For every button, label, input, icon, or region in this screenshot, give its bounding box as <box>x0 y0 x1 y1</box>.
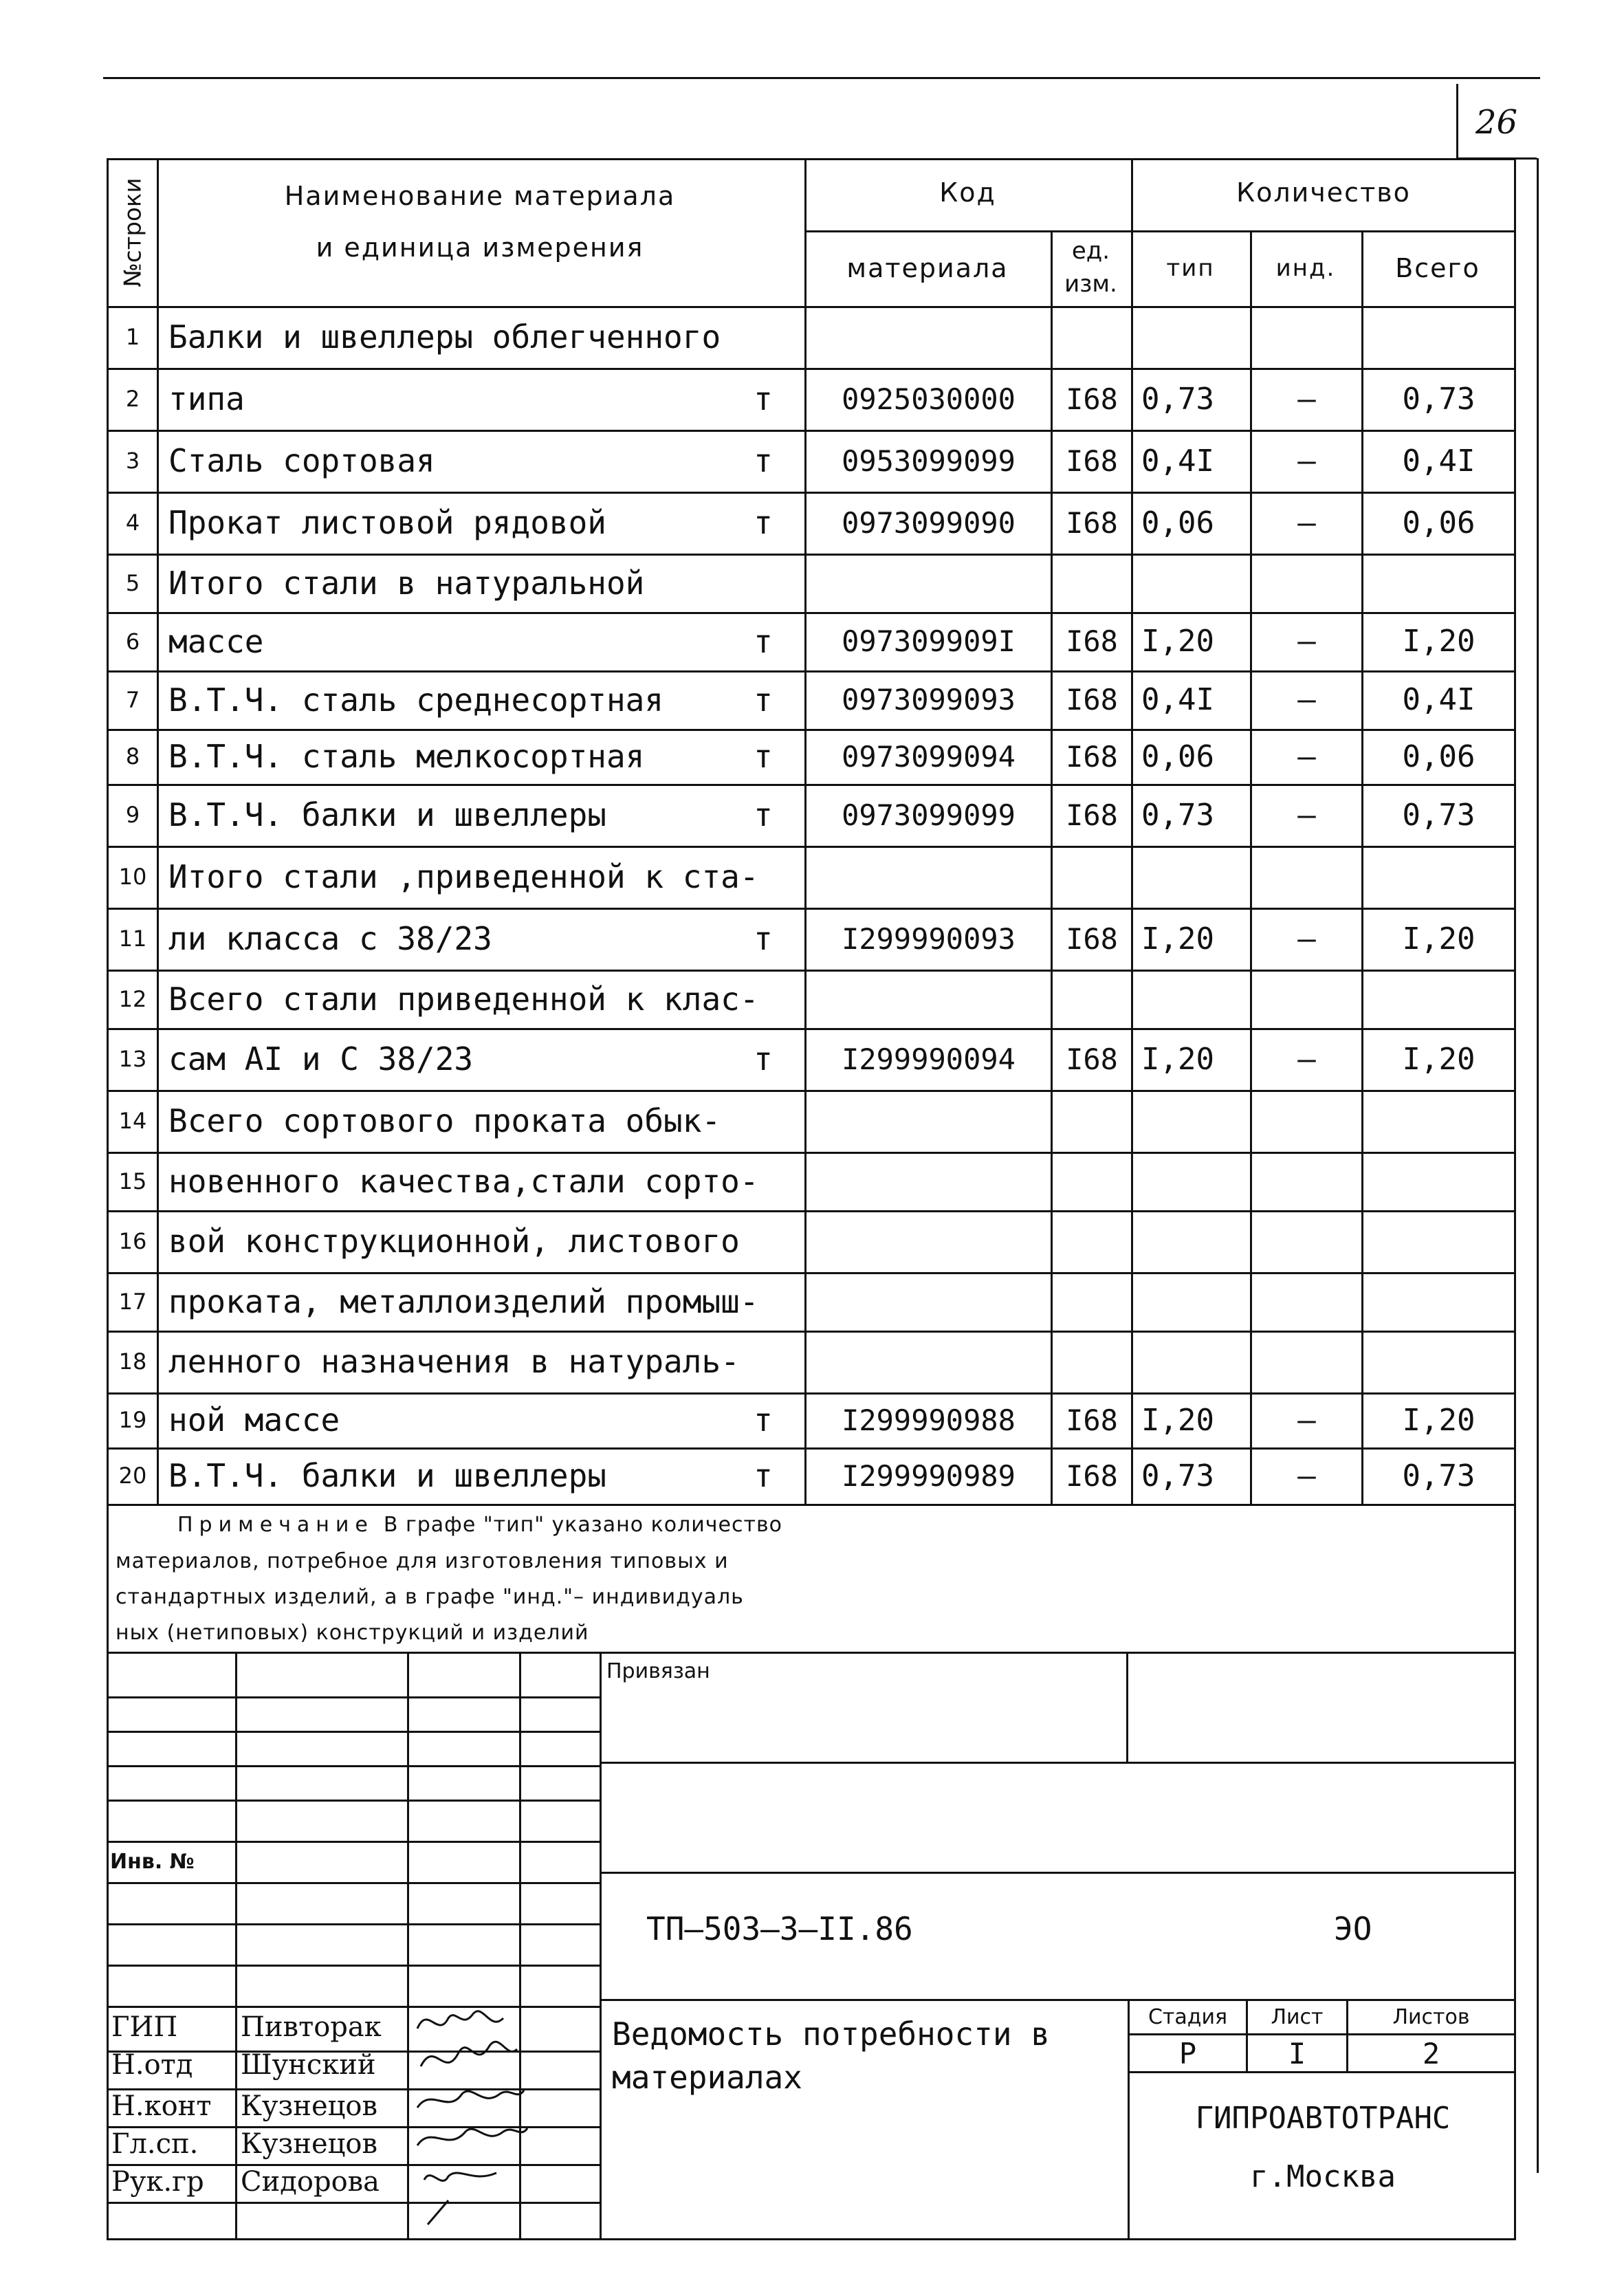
material-code: I299990989 <box>842 1458 1016 1493</box>
material-name: Всего сортового проката обык- <box>168 1102 721 1139</box>
qty-total: 0,4I <box>1402 682 1475 717</box>
unit: т <box>754 1040 773 1078</box>
material-name: проката, металлоизделий промыш- <box>168 1282 759 1320</box>
material-code: 0973099094 <box>842 739 1016 774</box>
material-code <box>806 1090 1051 1152</box>
name-header-line1: Наименование материала <box>284 181 676 211</box>
qty-total <box>1363 554 1514 612</box>
row-number: 10 <box>118 864 147 890</box>
unit-code: I68 <box>1066 739 1118 774</box>
unit-code <box>1053 554 1131 612</box>
unit-code: I68 <box>1066 1042 1118 1076</box>
row-number: 13 <box>118 1046 147 1072</box>
qty-ind-header: инд. <box>1275 254 1336 282</box>
qty-typ: I,20 <box>1141 624 1214 659</box>
material-code: 097309909I <box>842 624 1016 658</box>
qty-total <box>1363 1152 1514 1210</box>
signer-name: Шунский <box>241 2048 376 2081</box>
sheets-label: Листов <box>1392 2004 1470 2029</box>
qty-typ <box>1141 1272 1250 1331</box>
unit-code <box>1053 1090 1131 1152</box>
material-code <box>806 970 1051 1028</box>
material-code <box>806 1152 1051 1210</box>
unit <box>729 306 798 368</box>
material-name: ленного назначения в натураль- <box>168 1343 740 1380</box>
material-code: 0973099099 <box>842 798 1016 832</box>
inventory-number-label: Инв. № <box>110 1849 195 1874</box>
unit-code: I68 <box>1066 444 1118 478</box>
unit: т <box>754 738 773 775</box>
qty-typ <box>1141 970 1250 1028</box>
unit: т <box>754 380 773 417</box>
qty-typ <box>1141 306 1250 368</box>
stage-label: Стадия <box>1148 2004 1228 2029</box>
material-code: I299990988 <box>842 1403 1016 1437</box>
row-number: 15 <box>118 1168 147 1194</box>
qty-ind <box>1252 846 1361 908</box>
qty-ind <box>1252 554 1361 612</box>
qty-typ-header: тип <box>1166 254 1215 282</box>
row-number: 11 <box>118 926 147 952</box>
organization-name: ГИПРОАВТОТРАНС <box>1195 2100 1451 2136</box>
qty-typ: I,20 <box>1141 921 1214 956</box>
stage-value: Р <box>1178 2036 1197 2070</box>
qty-total <box>1363 970 1514 1028</box>
signatures-drawing <box>407 1998 613 2238</box>
signer-role: Гл.сп. <box>111 2128 199 2160</box>
qty-ind: – <box>1297 1458 1316 1494</box>
unit <box>729 554 798 612</box>
material-name: Сталь сортовая <box>168 442 435 479</box>
material-code: I299990094 <box>842 1042 1016 1076</box>
sheets-value: 2 <box>1422 2036 1440 2070</box>
qty-typ: 0,06 <box>1141 505 1214 540</box>
material-name: В.Т.Ч. сталь мелкосортная <box>168 738 645 775</box>
qty-ind: – <box>1297 739 1316 774</box>
qty-ind <box>1252 1210 1361 1272</box>
qty-total <box>1363 306 1514 368</box>
material-name: Итого стали в натуральной <box>168 564 645 602</box>
document-title-line1: Ведомость потребности в <box>612 2015 1050 2053</box>
row-number-header: №строки <box>119 177 147 287</box>
unit: т <box>754 1457 773 1494</box>
right-trim-line <box>1537 158 1539 2173</box>
material-code: 0973099090 <box>842 505 1016 540</box>
material-code <box>806 846 1051 908</box>
qty-typ: 0,73 <box>1141 381 1214 417</box>
note-text-1: В графе "тип" указано количество <box>383 1513 782 1537</box>
row-number: 16 <box>118 1228 147 1254</box>
qty-ind <box>1252 970 1361 1028</box>
qty-typ: 0,4I <box>1141 682 1214 717</box>
unit: т <box>754 796 773 833</box>
row-number: 20 <box>118 1463 147 1489</box>
document-suffix: ЭО <box>1334 1910 1372 1947</box>
material-name: ли класса с 38/23 <box>168 920 492 957</box>
row-number: 18 <box>118 1348 147 1375</box>
material-code <box>806 1331 1051 1392</box>
unit-code <box>1053 1152 1131 1210</box>
sheet-number: 26 <box>1475 102 1518 142</box>
unit <box>729 1272 798 1331</box>
material-code: 0973099093 <box>842 683 1016 717</box>
unit: т <box>754 681 773 719</box>
material-code: I299990093 <box>842 921 1016 956</box>
unit-code <box>1053 1331 1131 1392</box>
sheet-label: Лист <box>1271 2004 1324 2029</box>
material-name: В.Т.Ч. балки и швеллеры <box>168 1457 606 1494</box>
code-group-header: Код <box>939 177 996 208</box>
unit-code: I68 <box>1066 921 1118 956</box>
qty-ind: – <box>1297 1041 1316 1077</box>
qty-ind <box>1252 1331 1361 1392</box>
unit <box>729 1152 798 1210</box>
name-header-line2: и единица измерения <box>316 232 644 263</box>
note-line2: материалов, потребное для изготовления типовых и <box>116 1549 729 1573</box>
document-code: ТП–503–3–II.86 <box>646 1910 913 1947</box>
row-number: 1 <box>125 324 140 350</box>
row-number: 14 <box>118 1108 147 1134</box>
qty-total: 0,73 <box>1402 797 1475 833</box>
unit-code <box>1053 846 1131 908</box>
row-number: 7 <box>125 686 140 713</box>
material-name: сам AI и С 38/23 <box>168 1040 474 1078</box>
material-code <box>806 1210 1051 1272</box>
signer-role: ГИП <box>111 2011 178 2043</box>
qty-group-header: Количество <box>1236 177 1411 208</box>
unit-code <box>1053 1210 1131 1272</box>
material-name: Прокат листовой рядовой <box>168 504 606 541</box>
material-name: Балки и швеллеры облегченного <box>168 318 721 356</box>
material-code <box>806 306 1051 368</box>
unit-code: I68 <box>1066 683 1118 717</box>
material-name: массе <box>168 622 264 660</box>
signer-name: Сидорова <box>241 2165 380 2198</box>
qty-ind <box>1252 306 1361 368</box>
unit <box>729 970 798 1028</box>
signer-role: Н.отд <box>111 2048 193 2081</box>
privyazan-label: Привязан <box>606 1659 710 1683</box>
material-name: Всего стали приведенной к клас- <box>168 980 759 1018</box>
note-line4: ных (нетиповых) конструкций и изделий <box>116 1621 589 1645</box>
row-number: 5 <box>125 569 140 596</box>
qty-total: I,20 <box>1402 1041 1475 1077</box>
qty-typ <box>1141 1331 1250 1392</box>
material-code <box>806 1272 1051 1331</box>
qty-typ: 0,4I <box>1141 443 1214 479</box>
qty-total: 0,06 <box>1402 505 1475 540</box>
material-name: новенного качества,стали сорто- <box>168 1162 759 1200</box>
qty-ind: – <box>1297 624 1316 659</box>
row-number: 4 <box>125 510 140 536</box>
signer-role: Н.конт <box>111 2090 212 2122</box>
qty-total <box>1363 1331 1514 1392</box>
unit: т <box>754 504 773 541</box>
unit <box>729 1090 798 1152</box>
row-number: 12 <box>118 985 147 1012</box>
row-number: 9 <box>125 802 140 828</box>
qty-total: I,20 <box>1402 921 1475 956</box>
qty-total: I,20 <box>1402 1402 1475 1438</box>
material-code <box>806 554 1051 612</box>
row-number: 19 <box>118 1407 147 1433</box>
unit <box>729 1331 798 1392</box>
qty-ind <box>1252 1272 1361 1331</box>
qty-typ <box>1141 1090 1250 1152</box>
qty-typ <box>1141 1210 1250 1272</box>
qty-typ: I,20 <box>1141 1041 1214 1077</box>
qty-ind: – <box>1297 443 1316 479</box>
qty-typ: 0,06 <box>1141 739 1214 774</box>
qty-total <box>1363 1210 1514 1272</box>
unit-header-line1: ед. <box>1071 237 1110 265</box>
qty-total: 0,73 <box>1402 1458 1475 1494</box>
qty-total <box>1363 1272 1514 1331</box>
unit-code <box>1053 1272 1131 1331</box>
qty-typ: 0,73 <box>1141 797 1214 833</box>
unit <box>729 846 798 908</box>
unit-code: I68 <box>1066 624 1118 658</box>
unit-code <box>1053 306 1131 368</box>
code-material-header: материала <box>846 253 1009 283</box>
qty-typ: 0,73 <box>1141 1458 1214 1494</box>
qty-total: 0,4I <box>1402 443 1475 479</box>
material-name: ной массе <box>168 1401 340 1439</box>
unit-code: I68 <box>1066 1403 1118 1437</box>
material-name: Итого стали ,приведенной к ста- <box>168 858 759 895</box>
qty-typ: I,20 <box>1141 1402 1214 1438</box>
unit-code: I68 <box>1066 382 1118 416</box>
material-name: вой конструкционной, листового <box>168 1223 740 1260</box>
document-title-line2: материалах <box>612 2058 802 2096</box>
qty-ind: – <box>1297 505 1316 540</box>
qty-ind <box>1252 1090 1361 1152</box>
qty-total: I,20 <box>1402 624 1475 659</box>
unit: т <box>754 1401 773 1439</box>
material-code: 0925030000 <box>842 382 1016 416</box>
signer-name: Кузнецов <box>241 2090 377 2122</box>
unit-code <box>1053 970 1131 1028</box>
signer-name: Кузнецов <box>241 2128 377 2160</box>
unit-code: I68 <box>1066 798 1118 832</box>
qty-total: 0,73 <box>1402 381 1475 417</box>
row-number: 8 <box>125 743 140 769</box>
organization-city: г.Москва <box>1250 2158 1396 2194</box>
material-name: типа <box>168 380 245 417</box>
qty-total-header: Всего <box>1395 253 1480 283</box>
unit: т <box>754 442 773 479</box>
note-line3: стандартных изделий, а в графе "инд."– индивидуаль <box>116 1585 744 1609</box>
material-name: В.Т.Ч. балки и швеллеры <box>168 796 606 833</box>
note-label: Примечание <box>177 1513 374 1537</box>
qty-ind: – <box>1297 921 1316 956</box>
row-number: 17 <box>118 1288 147 1315</box>
unit-code: I68 <box>1066 505 1118 540</box>
unit <box>729 1210 798 1272</box>
material-name: В.Т.Ч. сталь среднесортная <box>168 681 664 719</box>
qty-typ <box>1141 1152 1250 1210</box>
top-trim-line <box>103 77 1540 79</box>
row-number: 2 <box>125 386 140 412</box>
unit-header-line2: изм. <box>1064 270 1117 298</box>
qty-ind: – <box>1297 797 1316 833</box>
qty-total <box>1363 846 1514 908</box>
qty-ind <box>1252 1152 1361 1210</box>
note-line1 <box>177 1509 1209 1540</box>
qty-ind: – <box>1297 1402 1316 1438</box>
unit: т <box>754 920 773 957</box>
signer-name: Пивторак <box>241 2011 382 2043</box>
material-code: 0953099099 <box>842 444 1016 478</box>
qty-typ <box>1141 554 1250 612</box>
qty-total: 0,06 <box>1402 739 1475 774</box>
row-number: 3 <box>125 448 140 474</box>
signer-role: Рук.гр <box>111 2165 204 2198</box>
row-number: 6 <box>125 628 140 655</box>
unit: т <box>754 622 773 660</box>
qty-typ <box>1141 846 1250 908</box>
unit-code: I68 <box>1066 1458 1118 1493</box>
sheet-value: I <box>1288 2036 1306 2070</box>
qty-ind: – <box>1297 682 1316 717</box>
qty-total <box>1363 1090 1514 1152</box>
qty-ind: – <box>1297 381 1316 417</box>
